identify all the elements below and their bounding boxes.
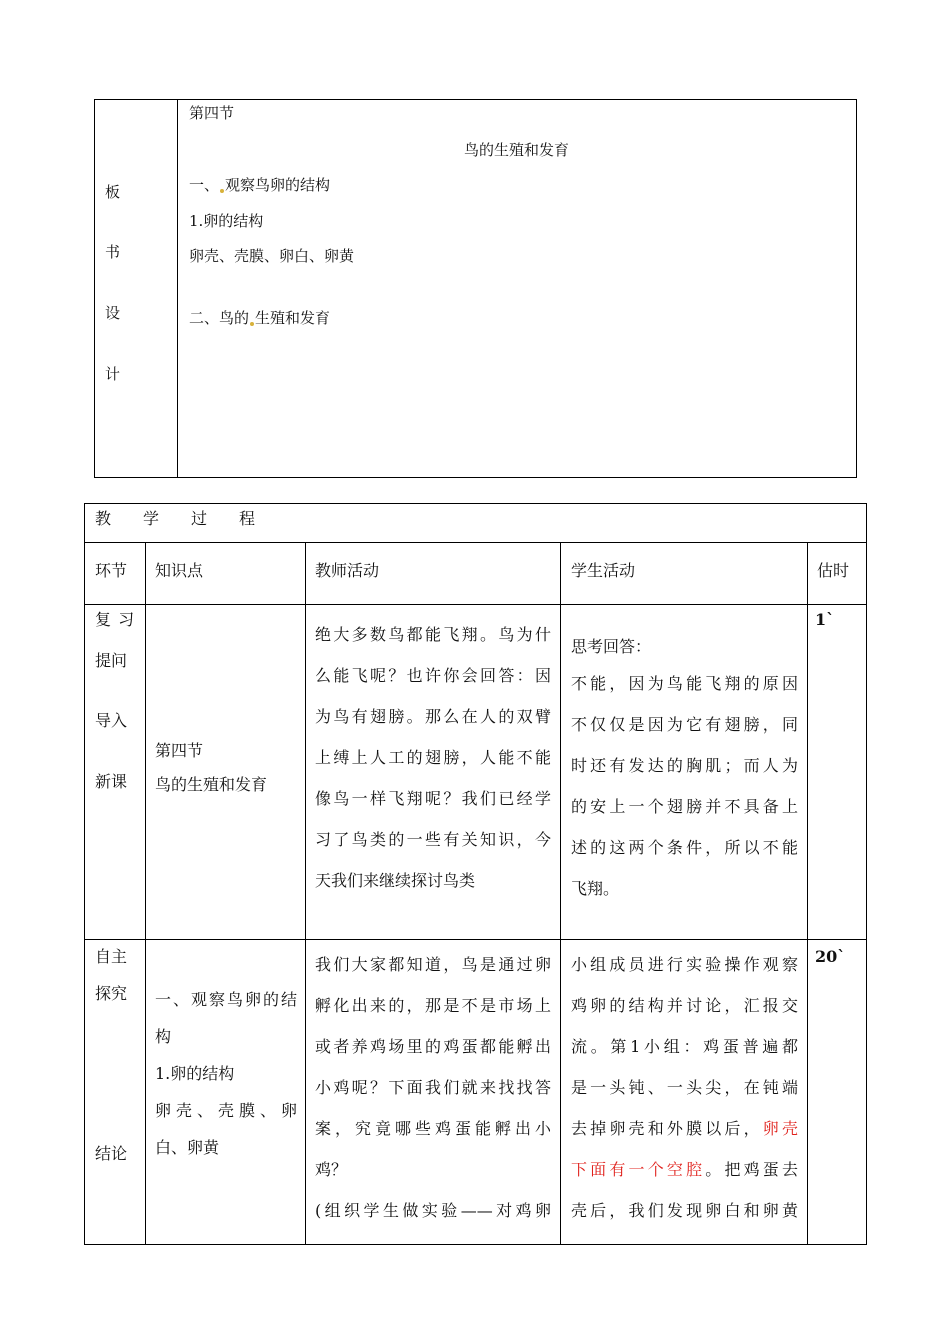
column-header-knowledge: 知识点 xyxy=(155,561,204,580)
stage-label: 结论 xyxy=(95,1144,128,1163)
board-item-2: 二、鸟的 生殖和发育 xyxy=(189,309,331,327)
board-parts: 卵壳、壳膜、卵白、卵黄 xyxy=(189,247,355,265)
highlight-text: 卵壳 xyxy=(762,1119,798,1138)
teacher-activity: 我们大家都知道，鸟是通过卵 孵化出来的，那是不是市场上 或者养鸡场里的鸡蛋都能孵出 小鸡呢？下面我们就来找找答 案，究竟哪些鸡蛋能孵出小 鸡？ (组织学生做实验——对鸡卵 xyxy=(315,955,551,1220)
teaching-process-table xyxy=(84,503,867,1245)
column-header-stage: 环节 xyxy=(95,561,128,580)
row-rule xyxy=(85,939,866,940)
process-heading: 教 学 过 程 xyxy=(95,509,256,528)
stage-label: 复 习 xyxy=(95,610,136,629)
column-header-teacher: 教师活动 xyxy=(315,561,380,580)
column-header-student: 学生活动 xyxy=(571,561,636,580)
board-sub-item: 1.卵的结构 xyxy=(189,212,264,230)
row-rule xyxy=(85,542,866,543)
highlight-text: 下面有一个空腔 xyxy=(571,1160,706,1179)
stage-label: 提问 xyxy=(95,651,128,670)
board-label-char: 计 xyxy=(105,365,121,383)
stage-label: 探究 xyxy=(95,984,128,1003)
student-activity: 不能，因为鸟能飞翔的原因 不仅仅是因为它有翅膀，同 时还有发达的胸肌；而人为 的安上一个翅膀并不具备上 述的这两个条件，所以不能 飞翔。 xyxy=(571,674,798,898)
stage-label: 新课 xyxy=(95,772,128,791)
knowledge-block: 一、观察鸟卵的结 构 1.卵的结构 卵壳、壳膜、卵 白、卵黄 xyxy=(155,990,297,1157)
time-estimate: 20` xyxy=(815,947,846,966)
student-activity: 小组成员进行实验操作观察 鸡卵的结构并讨论，汇报交 流。第1小组：鸡蛋普遍都 是一头钝、一头尖，在钝端 去掉卵壳和外膜以后，卵壳 下面有一个空腔。把鸡蛋去 壳后，我们发现卵白和卵黄 xyxy=(571,955,798,1220)
board-label-char: 书 xyxy=(105,243,121,261)
board-design-table xyxy=(94,99,857,478)
stage-label: 自主 xyxy=(95,947,128,966)
column-rule xyxy=(560,542,561,1244)
column-rule xyxy=(807,542,808,1244)
knowledge-line: 第四节 xyxy=(155,741,204,760)
board-section: 第四节 xyxy=(189,104,235,122)
board-label-char: 板 xyxy=(105,183,121,201)
column-rule xyxy=(305,542,306,1244)
column-header-time: 估时 xyxy=(817,561,850,580)
board-title: 鸟的生殖和发育 xyxy=(463,141,569,159)
knowledge-line: 鸟的生殖和发育 xyxy=(155,775,268,794)
time-estimate: 1` xyxy=(815,610,835,629)
student-activity-lead: 思考回答： xyxy=(571,637,652,656)
row-rule xyxy=(85,604,866,605)
stage-label: 导入 xyxy=(95,711,128,730)
column-rule xyxy=(145,542,146,1244)
teacher-activity: 绝大多数鸟都能飞翔。鸟为什 么能飞呢？也许你会回答：因 为鸟有翅膀。那么在人的双臂 上缚上人工的翅膀，人能不能 像鸟一样飞翔呢？我们已经学 习了鸟类的一些有关知识，今 天我们来继续探讨鸟类 xyxy=(315,625,551,890)
board-label-char: 设 xyxy=(105,304,121,322)
board-item-1: 一、 观察鸟卵的结构 xyxy=(189,176,331,194)
